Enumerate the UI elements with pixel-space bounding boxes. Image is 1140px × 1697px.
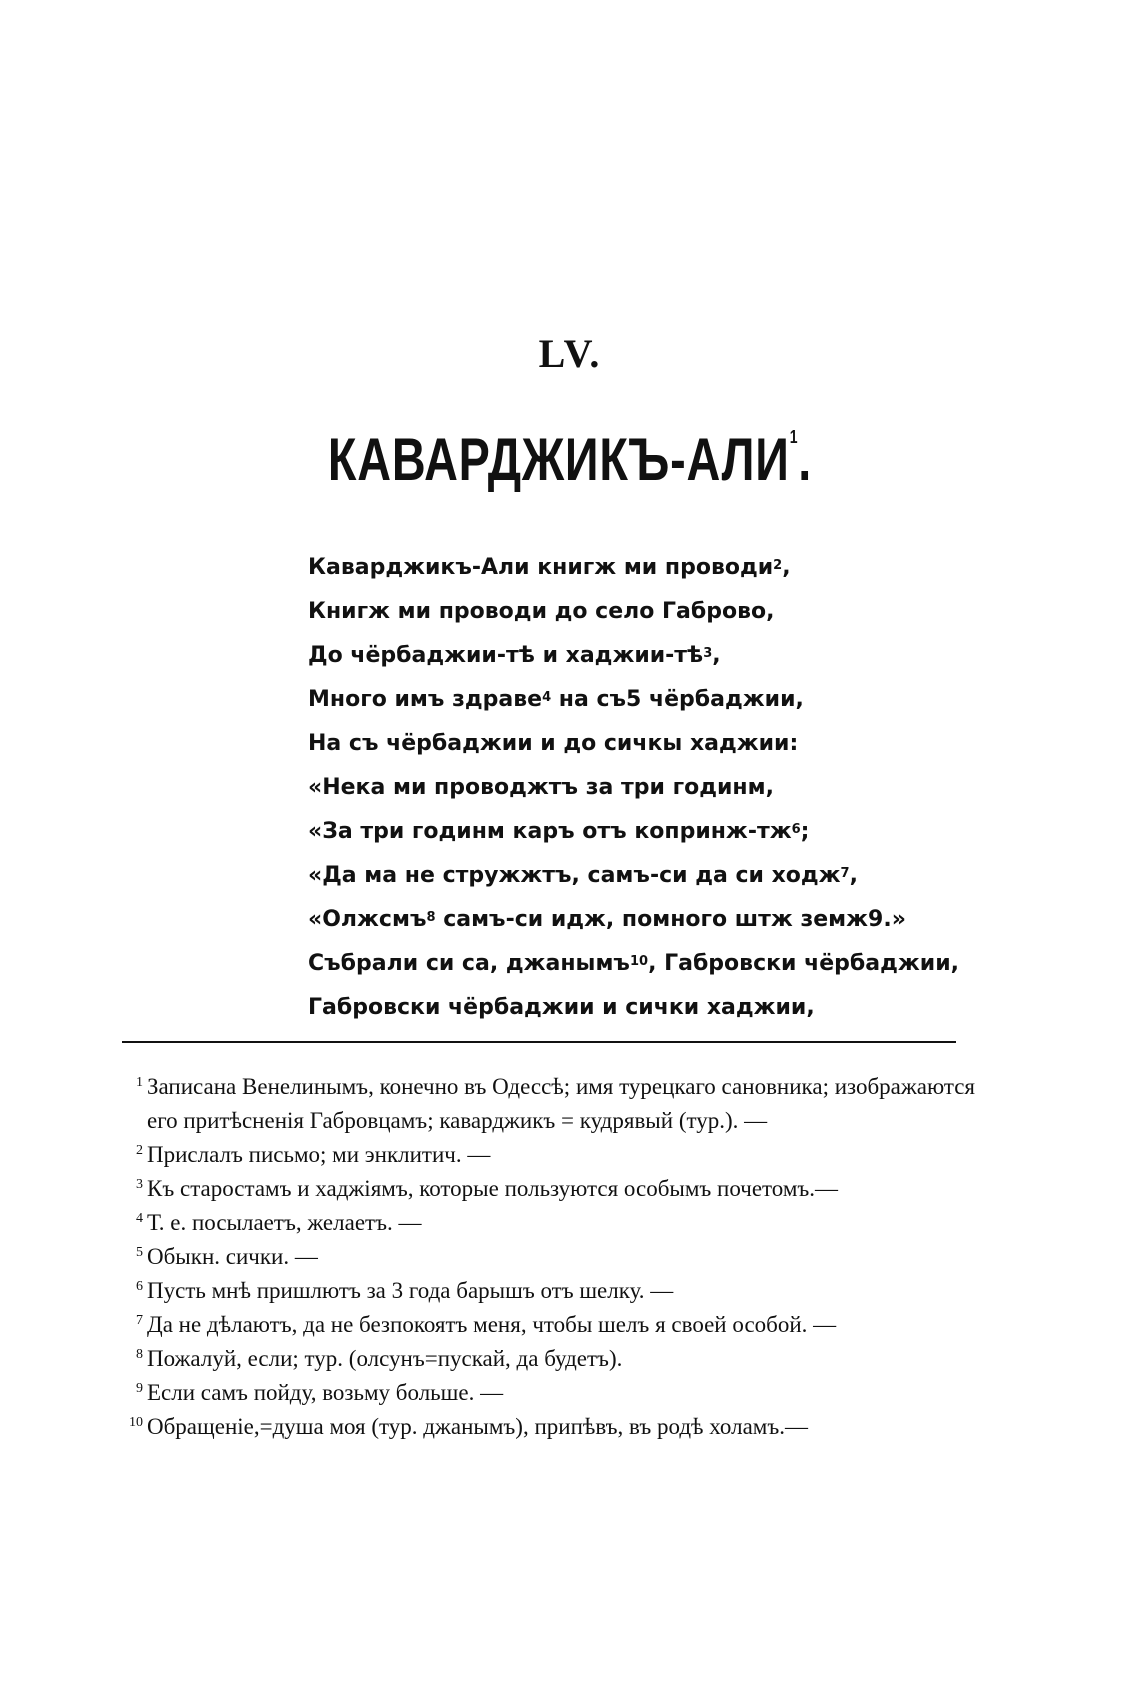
verse-footnote-ref: 8 (426, 910, 436, 925)
title-footnote-ref: 1 (789, 427, 799, 447)
verse-text: На съ чёрбаджии и до сичкы хаджии: (308, 731, 799, 756)
verse-line (308, 900, 928, 944)
footnote-number: 7 (136, 1313, 143, 1328)
footnote (125, 1172, 975, 1206)
chapter-number: LV. (538, 331, 602, 376)
verse-text: Книгж ми проводи до село Габрово, (308, 599, 775, 624)
verse-text: До чёрбаджии-тѣ и хаджии-тѣ (308, 643, 704, 668)
footnote-text: Да не дѣлаютъ, да не безпокоятъ меня, чтобы шелъ я своей особой. — (147, 1312, 837, 1337)
footnote-number: 2 (136, 1143, 143, 1158)
verse-tail: на съ5 чёрбаджии, (551, 687, 804, 712)
verse-line (308, 988, 928, 1032)
footnote-number: 9 (136, 1381, 143, 1396)
verse-line (308, 548, 928, 592)
verse-tail: ; (800, 819, 810, 844)
footnote (125, 1376, 975, 1410)
verse-text: Много имъ здраве (308, 687, 543, 712)
verse-text: «Нека ми проводжтъ за три годинм, (308, 775, 774, 800)
footnote-number: 3 (136, 1177, 143, 1192)
footnote (125, 1308, 975, 1342)
verse-footnote-ref: 2 (773, 558, 783, 573)
title-text: КАВАРДЖИКЪ-АЛИ (327, 426, 790, 493)
footnote-number: 1 (136, 1075, 143, 1090)
verse-line (308, 636, 928, 680)
verse-tail: , (849, 863, 858, 888)
verse-line (308, 812, 928, 856)
footnote-divider (122, 1041, 956, 1043)
footnote (125, 1274, 975, 1308)
verse-footnote-ref: 6 (791, 822, 801, 837)
footnote (125, 1206, 975, 1240)
verse-text: «Олжсмъ (308, 907, 427, 932)
verse-footnote-ref: 7 (840, 866, 850, 881)
poem-verses (308, 548, 959, 1032)
verse-footnote-ref: 3 (703, 646, 713, 661)
verse-tail: , (712, 643, 721, 668)
footnote-number: 5 (136, 1245, 143, 1260)
verse-line (308, 856, 928, 900)
page-title (125, 425, 1014, 494)
footnote (125, 1342, 975, 1376)
footnote-number: 8 (136, 1347, 143, 1362)
verse-line (308, 680, 928, 724)
footnote-text: Пусть мнѣ пришлютъ за 3 года барышъ отъ шелку. — (147, 1278, 674, 1303)
footnote-text: Обыкн. сички. — (147, 1244, 318, 1269)
footnote-number: 6 (136, 1279, 143, 1294)
footnote-number: 4 (136, 1211, 143, 1226)
verse-line (308, 724, 928, 768)
footnote (125, 1410, 975, 1444)
title-period: . (798, 426, 813, 493)
verse-text: Каварджикъ-Али книгж ми проводи (308, 555, 774, 580)
verse-line (308, 944, 959, 988)
footnote-text: Прислалъ письмо; ми энклитич. — (147, 1142, 491, 1167)
footnote-text: Т. е. посылаетъ, желаетъ. — (147, 1210, 422, 1235)
footnote-number: 10 (129, 1415, 143, 1430)
footnote-text: Къ старостамъ и хаджіямъ, которые пользуются особымъ почетомъ.— (147, 1176, 839, 1201)
footnote-text: Если самъ пойду, возьму больше. — (147, 1380, 504, 1405)
footnote-text: Обращеніе,=душа моя (тур. джанымъ), припѣвъ, въ родѣ холамъ.— (147, 1414, 808, 1439)
verse-text: Габровски чёрбаджии и сички хаджии, (308, 995, 815, 1020)
footnote (125, 1138, 975, 1172)
verse-tail: , (782, 555, 791, 580)
verse-line (308, 768, 928, 812)
footnote (125, 1240, 975, 1274)
verse-tail: , Габровски чёрбаджии, (648, 951, 959, 976)
footnote-text: Записана Венелинымъ, конечно въ Одессѣ; имя турецкаго сановника; изображаются его притѣсненія Габровцамъ; каварджикъ = кудрявый (тур.). — (147, 1074, 975, 1133)
footnotes (125, 1070, 975, 1444)
verse-text: «За три годинм каръ отъ копринж-тж (308, 819, 792, 844)
footnote-text: Пожалуй, если; тур. (олсунъ=пускай, да будетъ). (147, 1346, 623, 1371)
verse-tail: самъ-си идж, помного штж земж9.» (435, 907, 906, 932)
verse-footnote-ref: 10 (629, 954, 649, 969)
verse-line (308, 592, 928, 636)
verse-text: «Да ма не стружжтъ, самъ-си да си ходж (308, 863, 841, 888)
verse-footnote-ref: 4 (542, 690, 552, 705)
footnote (125, 1070, 975, 1138)
verse-text: Събрали си са, джанымъ (308, 951, 630, 976)
